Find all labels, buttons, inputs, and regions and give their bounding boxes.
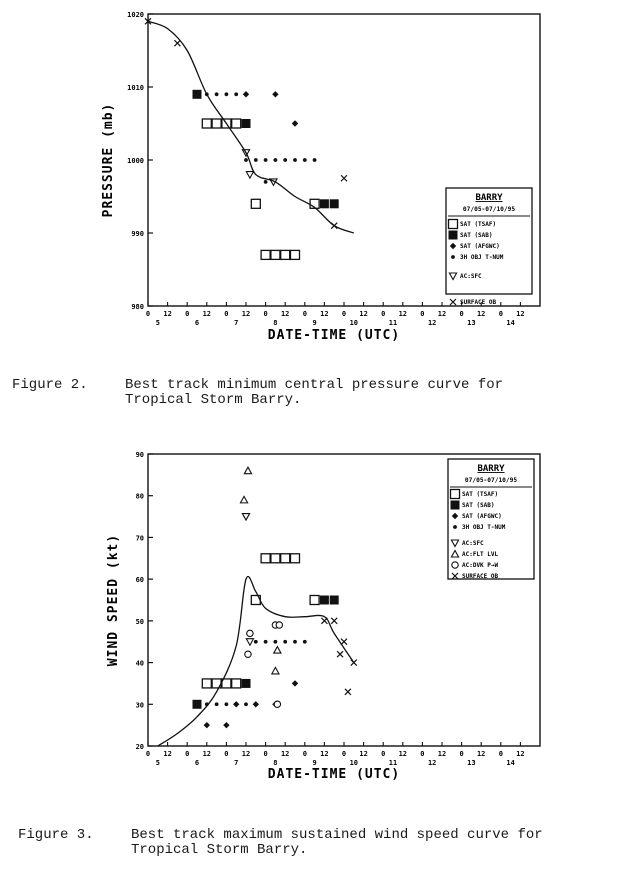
x-tick-label-hour: 0: [498, 750, 503, 758]
figure-3-caption: [18, 828, 624, 860]
x-tick-label-hour: 0: [263, 310, 268, 318]
x-tick-label-hour: 0: [459, 750, 464, 758]
x-tick-label-hour: 12: [241, 750, 251, 758]
legend-entry-label: 3H OBJ T-NUM: [462, 524, 506, 531]
series-surface-ob: [321, 618, 356, 695]
data-point: [283, 640, 287, 644]
x-tick-label-hour: 0: [341, 310, 347, 318]
legend-title: BARRY: [477, 464, 505, 474]
data-point: [276, 622, 282, 628]
data-point: [240, 496, 247, 503]
data-point: [274, 640, 278, 644]
legend-entry-label: SURFACE OB: [462, 573, 499, 580]
y-tick-label: 70: [135, 534, 144, 543]
data-point: [202, 679, 211, 688]
x-tick-label-day: 8: [273, 759, 278, 767]
data-point: [292, 680, 298, 686]
legend-marker: [453, 525, 457, 529]
legend-marker: [452, 562, 458, 568]
data-point: [274, 701, 280, 707]
x-tick-label-hour: 12: [437, 310, 447, 318]
data-point: [251, 199, 260, 208]
x-tick-label-hour: 0: [341, 750, 347, 758]
x-tick-label-day: 10: [349, 319, 359, 327]
x-tick-label-hour: 12: [320, 750, 329, 758]
x-tick-label-hour: 0: [145, 750, 151, 758]
data-point: [193, 90, 202, 99]
data-point: [242, 679, 251, 688]
x-tick-label-hour: 12: [359, 750, 368, 758]
data-point: [331, 618, 337, 624]
y-tick-label: 80: [135, 492, 144, 501]
x-tick-label-day: 12: [427, 759, 437, 767]
data-point: [246, 172, 253, 179]
figure-2-caption: [12, 378, 612, 410]
data-point: [261, 554, 270, 563]
y-tick-label: 980: [131, 303, 144, 311]
data-point: [244, 467, 251, 474]
data-point: [320, 596, 329, 605]
data-point: [345, 689, 351, 695]
x-tick-label-day: 13: [467, 759, 476, 767]
data-point: [264, 640, 268, 644]
x-axis-label: DATE-TIME (UTC): [267, 767, 401, 782]
data-point: [272, 667, 279, 674]
y-tick-label: 990: [131, 230, 144, 238]
x-tick-label-hour: 0: [381, 750, 386, 758]
data-point: [244, 702, 248, 706]
data-point: [232, 679, 241, 688]
data-point: [225, 702, 229, 706]
x-tick-label-hour: 12: [241, 310, 251, 318]
data-point: [232, 119, 241, 128]
legend-entry-label: AC:DVK P→W: [462, 562, 499, 569]
legend-entry-label: SAT (SAB): [462, 502, 495, 509]
x-tick-label-hour: 0: [185, 310, 190, 318]
legend-entry-label: SAT (TSAF): [462, 491, 499, 498]
x-tick-label-day: 8: [273, 319, 278, 327]
y-tick-label: 1000: [127, 157, 144, 165]
y-tick-label: 1010: [127, 84, 144, 92]
data-point: [253, 701, 259, 707]
series-3h-obj-t-num: [205, 640, 307, 706]
series-sat-tsaf: [202, 554, 319, 688]
y-axis-label: PRESSURE (mb): [101, 102, 116, 218]
legend-marker: [451, 501, 460, 510]
legend-entry-label: SURFACE OB: [460, 299, 497, 306]
x-tick-label-day: 6: [194, 759, 200, 767]
data-point: [281, 250, 290, 259]
x-tick-label-day: 5: [155, 319, 160, 327]
data-point: [254, 158, 258, 162]
x-tick-label-hour: 12: [280, 310, 290, 318]
legend: [448, 459, 534, 580]
y-tick-label: 60: [135, 576, 144, 585]
x-tick-label-day: 9: [312, 319, 317, 327]
x-tick-label-hour: 0: [381, 310, 386, 318]
x-tick-label-hour: 12: [516, 750, 525, 758]
data-point: [215, 702, 219, 706]
data-point: [291, 250, 300, 259]
data-point: [261, 250, 270, 259]
legend-entry-label: SAT (SAB): [460, 232, 493, 239]
data-point: [204, 722, 210, 728]
caption-number: Figure 3.: [18, 827, 94, 843]
x-tick-label-hour: 0: [224, 750, 229, 758]
y-tick-label: 90: [135, 451, 144, 459]
caption-text-line2: Tropical Storm Barry.: [131, 842, 308, 858]
data-point: [193, 700, 202, 709]
legend-subtitle: 07/05-07/10/95: [464, 477, 518, 484]
data-point: [212, 119, 221, 128]
legend-marker: [450, 299, 456, 305]
data-point: [223, 722, 229, 728]
data-point: [293, 640, 297, 644]
x-tick-label-day: 9: [312, 759, 317, 767]
data-point: [264, 158, 268, 162]
x-tick-label-hour: 12: [398, 310, 408, 318]
x-tick-label-hour: 0: [459, 310, 464, 318]
data-point: [246, 639, 253, 646]
data-point: [202, 119, 211, 128]
legend-entry-label: AC:SFC: [460, 273, 482, 280]
caption-text-line2: Tropical Storm Barry.: [125, 392, 302, 408]
series-3h-obj-t-num: [205, 92, 317, 183]
data-point: [293, 158, 297, 162]
legend-entry-label: SAT (AFGWC): [462, 513, 502, 520]
legend-marker: [449, 231, 458, 240]
data-point: [303, 640, 307, 644]
legend-box: [446, 188, 532, 294]
data-point: [245, 651, 251, 657]
x-tick-label-hour: 12: [359, 310, 368, 318]
x-tick-label-hour: 0: [420, 310, 425, 318]
data-point: [313, 158, 317, 162]
x-tick-label-hour: 0: [185, 750, 190, 758]
x-tick-label-hour: 12: [163, 310, 172, 318]
x-axis-label: DATE-TIME (UTC): [267, 328, 401, 343]
legend: [446, 188, 532, 306]
x-tick-label-hour: 0: [498, 310, 503, 318]
data-point: [272, 91, 278, 97]
data-point: [310, 596, 319, 605]
x-tick-label-hour: 12: [163, 750, 172, 758]
data-point: [243, 91, 249, 97]
data-point: [234, 92, 238, 96]
data-point: [242, 514, 249, 521]
x-tick-label-hour: 12: [202, 750, 212, 758]
x-tick-label-day: 7: [234, 759, 239, 767]
legend-entry-label: SAT (AFGWC): [460, 243, 500, 250]
legend-subtitle: 07/05-07/10/95: [462, 206, 516, 213]
data-point: [234, 702, 238, 706]
x-tick-label-day: 14: [506, 759, 515, 767]
x-tick-label-hour: 0: [420, 750, 425, 758]
data-point: [341, 639, 347, 645]
legend-marker: [449, 220, 458, 229]
data-point: [330, 596, 339, 605]
x-tick-label-hour: 0: [302, 310, 307, 318]
x-tick-label-hour: 0: [263, 750, 268, 758]
data-point: [274, 647, 281, 654]
x-tick-label-hour: 0: [224, 310, 229, 318]
x-tick-label-hour: 0: [302, 750, 307, 758]
wind-speed-chart: [106, 451, 540, 782]
data-point: [264, 180, 268, 184]
caption-text-line1: Best track minimum central pressure curve for: [125, 377, 504, 393]
x-tick-label-hour: 12: [398, 750, 408, 758]
series-ac-dvk-p-w: [245, 622, 283, 708]
x-tick-label-day: 11: [388, 319, 398, 327]
y-tick-label: 50: [135, 617, 144, 626]
data-point: [283, 158, 287, 162]
x-tick-label-hour: 12: [280, 750, 290, 758]
series-sat-sab: [193, 596, 339, 709]
data-point: [292, 120, 298, 126]
y-tick-label: 30: [135, 701, 144, 710]
data-point: [174, 40, 180, 46]
x-tick-label-day: 13: [467, 319, 476, 327]
data-point: [337, 651, 343, 657]
caption-text-line1: Best track maximum sustained wind speed curve for: [131, 827, 543, 843]
x-tick-label-hour: 12: [320, 310, 329, 318]
data-point: [244, 158, 248, 162]
x-tick-label-day: 14: [506, 319, 515, 327]
y-tick-label: 20: [135, 743, 144, 751]
y-axis-label: WIND SPEED (kt): [106, 533, 121, 667]
x-tick-label-day: 7: [234, 319, 239, 327]
data-point: [274, 158, 278, 162]
x-tick-label-day: 10: [349, 759, 359, 767]
data-point: [247, 630, 253, 636]
series-ac-sfc: [242, 514, 253, 646]
x-tick-label-hour: 12: [202, 310, 212, 318]
y-tick-label: 1020: [127, 11, 144, 19]
data-point: [215, 92, 219, 96]
data-point: [225, 92, 229, 96]
legend-entry-label: 3H OBJ T-NUM: [460, 254, 504, 261]
x-tick-label-day: 12: [427, 319, 437, 327]
x-tick-label-hour: 12: [437, 750, 447, 758]
data-point: [271, 554, 280, 563]
x-tick-label-hour: 12: [476, 750, 486, 758]
legend-entry-label: AC:FLT LVL: [462, 551, 499, 558]
x-tick-label-hour: 12: [516, 310, 525, 318]
series-sat-tsaf: [202, 119, 319, 259]
data-point: [254, 640, 258, 644]
legend-entry-label: AC:SFC: [462, 540, 484, 547]
legend-title: BARRY: [475, 193, 503, 203]
x-tick-label-day: 11: [388, 759, 398, 767]
data-point: [330, 199, 339, 208]
data-point: [291, 554, 300, 563]
x-tick-label-day: 5: [155, 759, 160, 767]
data-point: [303, 158, 307, 162]
x-tick-label-day: 6: [194, 319, 200, 327]
pressure-chart: [101, 11, 540, 343]
legend-marker: [451, 490, 460, 499]
caption-number: Figure 2.: [12, 377, 88, 393]
legend-entry-label: SAT (TSAF): [460, 221, 497, 228]
x-tick-label-hour: 12: [476, 310, 486, 318]
data-point: [281, 554, 290, 563]
data-point: [341, 175, 347, 181]
data-point: [242, 119, 251, 128]
data-point: [271, 250, 280, 259]
x-tick-label-hour: 0: [145, 310, 151, 318]
y-tick-label: 40: [135, 659, 144, 668]
legend-marker: [451, 255, 455, 259]
